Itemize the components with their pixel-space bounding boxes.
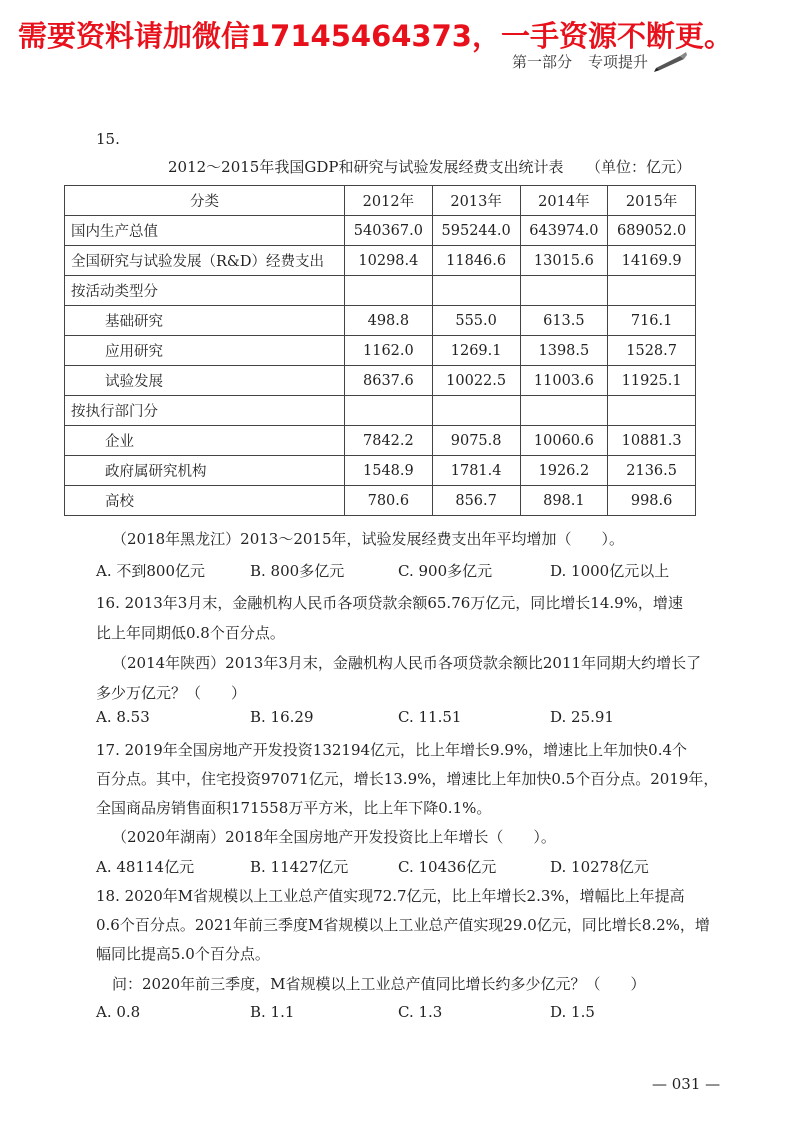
q16-text-line2: 比上年同期低0.8个百分点。 [96, 624, 285, 642]
q18-text-line1: 18. 2020年M省规模以上工业总产值实现72.7亿元，比上年增长2.3%，增幅比上年提高 [96, 887, 685, 905]
table-cell: 689052.0 [608, 216, 696, 246]
q16-question-line1: （2014年陕西）2013年3月末，金融机构人民币各项贷款余额比2011年同期大约增长了 [112, 654, 702, 672]
option-b[interactable]: B. 800多亿元 [250, 562, 345, 580]
row-label: 高校 [65, 486, 345, 516]
section-label: 专项提升 [588, 52, 649, 71]
table-cell: 1162.0 [345, 336, 433, 366]
table-cell: 643974.0 [520, 216, 608, 246]
table-cell: 14169.9 [608, 246, 696, 276]
option-a[interactable]: A. 不到800亿元 [96, 562, 205, 580]
table-cell [432, 276, 520, 306]
pen-icon [654, 50, 688, 72]
table-cell: 10060.6 [520, 426, 608, 456]
table-cell: 11003.6 [520, 366, 608, 396]
row-label: 试验发展 [65, 366, 345, 396]
option-c[interactable]: C. 900多亿元 [398, 562, 493, 580]
table-cell: 9075.8 [432, 426, 520, 456]
table-cell: 1528.7 [608, 336, 696, 366]
table-cell: 1269.1 [432, 336, 520, 366]
option-a[interactable]: A. 0.8 [96, 1003, 141, 1021]
q16-question-line2: 多少万亿元？（ ） [96, 684, 247, 702]
table-row [65, 456, 696, 486]
row-label: 按执行部门分 [65, 396, 345, 426]
table-cell [432, 396, 520, 426]
table-cell: 555.0 [432, 306, 520, 336]
table-cell: 1781.4 [432, 456, 520, 486]
question-number: 15. [96, 130, 120, 148]
option-d[interactable]: D. 1.5 [550, 1003, 595, 1021]
table-cell: 716.1 [608, 306, 696, 336]
table-cell: 540367.0 [345, 216, 433, 246]
table-cell: 856.7 [432, 486, 520, 516]
table-header-cell: 2014年 [520, 186, 608, 216]
option-b[interactable]: B. 16.29 [250, 708, 314, 726]
table-cell: 8637.6 [345, 366, 433, 396]
option-c[interactable]: C. 10436亿元 [398, 858, 497, 876]
option-d[interactable]: D. 10278亿元 [550, 858, 649, 876]
row-label: 国内生产总值 [65, 216, 345, 246]
option-b[interactable]: B. 1.1 [250, 1003, 295, 1021]
table-cell: 13015.6 [520, 246, 608, 276]
table-cell: 2136.5 [608, 456, 696, 486]
option-a[interactable]: A. 8.53 [96, 708, 150, 726]
part-label: 第一部分 [512, 52, 573, 71]
row-label: 政府属研究机构 [65, 456, 345, 486]
table-header-row [65, 186, 696, 216]
table-cell: 10298.4 [345, 246, 433, 276]
table-cell: 1548.9 [345, 456, 433, 486]
table-row [65, 396, 696, 426]
table-cell: 11846.6 [432, 246, 520, 276]
table-header-cell: 2012年 [345, 186, 433, 216]
table-cell [608, 276, 696, 306]
page-number: — 031 — [652, 1075, 721, 1093]
table-unit: （单位：亿元） [586, 158, 692, 176]
q17-text-line3: 全国商品房销售面积171558万平方米，比上年下降0.1%。 [96, 799, 492, 817]
table-cell [345, 396, 433, 426]
table-cell: 780.6 [345, 486, 433, 516]
option-b[interactable]: B. 11427亿元 [250, 858, 349, 876]
q16-text-line1: 16. 2013年3月末，金融机构人民币各项贷款余额65.76万亿元，同比增长14.9%，增速 [96, 594, 683, 612]
table-row [65, 276, 696, 306]
table-cell: 7842.2 [345, 426, 433, 456]
q17-text-line1: 17. 2019年全国房地产开发投资132194亿元，比上年增长9.9%，增速比上年加快0.4个 [96, 741, 688, 759]
table-row [65, 426, 696, 456]
table-row [65, 246, 696, 276]
table-cell [345, 276, 433, 306]
table-header-cell: 分类 [65, 186, 345, 216]
q18-text-line2: 0.6个百分点。2021年前三季度M省规模以上工业总产值实现29.0亿元，同比增长8.2%，增 [96, 916, 710, 934]
option-c[interactable]: C. 11.51 [398, 708, 462, 726]
row-label: 企业 [65, 426, 345, 456]
table-cell: 595244.0 [432, 216, 520, 246]
statistics-table [64, 185, 696, 516]
section-header [512, 50, 688, 72]
table-title: 2012～2015年我国GDP和研究与试验发展经费支出统计表 [168, 158, 564, 176]
q15-question: （2018年黑龙江）2013～2015年，试验发展经费支出年平均增加（ ）。 [112, 530, 625, 548]
table-cell: 1398.5 [520, 336, 608, 366]
table-cell [608, 396, 696, 426]
table-header-cell: 2013年 [432, 186, 520, 216]
table-cell: 898.1 [520, 486, 608, 516]
row-label: 应用研究 [65, 336, 345, 366]
contact-banner: 需要资料请加微信17145464373，一手资源不断更。 [18, 19, 733, 53]
q18-text-line3: 幅同比提高5.0个百分点。 [96, 945, 270, 963]
table-cell: 10881.3 [608, 426, 696, 456]
table-cell: 11925.1 [608, 366, 696, 396]
table-cell: 613.5 [520, 306, 608, 336]
table-cell: 998.6 [608, 486, 696, 516]
table-row [65, 366, 696, 396]
table-cell [520, 396, 608, 426]
row-label: 按活动类型分 [65, 276, 345, 306]
option-c[interactable]: C. 1.3 [398, 1003, 443, 1021]
option-d[interactable]: D. 1000亿元以上 [550, 562, 670, 580]
q17-text-line2: 百分点。其中，住宅投资97071亿元，增长13.9%，增速比上年加快0.5个百分点。2019年， [96, 770, 719, 788]
table-row [65, 486, 696, 516]
table-row [65, 336, 696, 366]
row-label: 基础研究 [65, 306, 345, 336]
q18-question: 问：2020年前三季度，M省规模以上工业总产值同比增长约多少亿元？（ ） [112, 975, 646, 993]
table-row [65, 306, 696, 336]
q17-question: （2020年湖南）2018年全国房地产开发投资比上年增长（ ）。 [112, 828, 556, 846]
table-cell: 1926.2 [520, 456, 608, 486]
table-cell: 10022.5 [432, 366, 520, 396]
table-cell [520, 276, 608, 306]
row-label: 全国研究与试验发展（R&D）经费支出 [65, 246, 345, 276]
table-row [65, 216, 696, 246]
option-d[interactable]: D. 25.91 [550, 708, 614, 726]
table-cell: 498.8 [345, 306, 433, 336]
option-a[interactable]: A. 48114亿元 [96, 858, 195, 876]
table-header-cell: 2015年 [608, 186, 696, 216]
